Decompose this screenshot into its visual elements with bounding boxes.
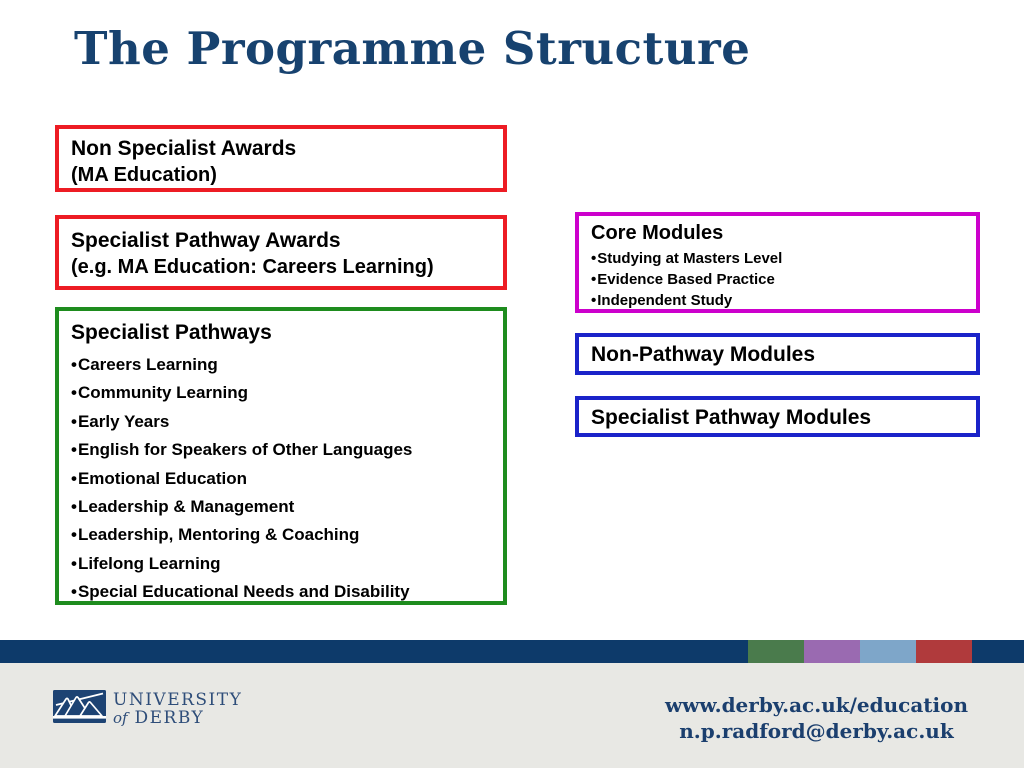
derby-mountains-icon	[53, 690, 106, 723]
pathway-list-item: • Leadership, Mentoring & Coaching	[71, 521, 491, 549]
logo-university-text: UNIVERSITY	[113, 690, 243, 710]
accent-square-blue	[860, 640, 916, 663]
footer-contact-block	[665, 692, 968, 744]
pathway-list-item: • English for Speakers of Other Languages	[71, 436, 491, 464]
specialist-pathways-heading: Specialist Pathways	[71, 321, 272, 344]
core-module-list-item: • Evidence Based Practice	[591, 269, 964, 290]
accent-square-green	[748, 640, 804, 663]
footer-email: n.p.radford@derby.ac.uk	[679, 719, 954, 743]
specialist-pathways-list	[71, 351, 491, 607]
university-of-derby-logo	[53, 690, 242, 727]
accent-square-red	[916, 640, 972, 663]
box-non-pathway-modules	[575, 333, 980, 375]
pathway-list-item: • Careers Learning	[71, 351, 491, 379]
core-module-list-item: • Studying at Masters Level	[591, 248, 964, 269]
footer-accent-bar	[0, 640, 1024, 663]
core-module-list-item: • Independent Study	[591, 290, 964, 311]
pathway-list-item: • Community Learning	[71, 379, 491, 407]
slide-title: The Programme Structure	[74, 22, 751, 75]
core-modules-list	[591, 248, 964, 311]
logo-derby-text: of DERBY	[113, 708, 205, 728]
footer-website: www.derby.ac.uk/education	[664, 693, 968, 717]
specialist-pathway-modules-heading: Specialist Pathway Modules	[591, 406, 872, 429]
box-specialist-pathways	[55, 307, 507, 605]
pathway-list-item: • Emotional Education	[71, 465, 491, 493]
pathway-list-item: • Lifelong Learning	[71, 550, 491, 578]
non-pathway-modules-heading: Non-Pathway Modules	[591, 343, 816, 366]
non-specialist-awards-heading: Non Specialist Awards	[71, 137, 297, 160]
specialist-pathway-awards-heading: Specialist Pathway Awards	[71, 229, 341, 252]
accent-square-purple	[804, 640, 860, 663]
pathway-list-item: • Early Years	[71, 408, 491, 436]
non-specialist-awards-subheading: (MA Education)	[71, 163, 217, 186]
core-modules-heading: Core Modules	[591, 222, 724, 244]
box-non-specialist-awards	[55, 125, 507, 192]
box-specialist-pathway-awards	[55, 215, 507, 290]
university-of-derby-wordmark	[113, 691, 242, 727]
box-specialist-pathway-modules	[575, 396, 980, 437]
pathway-list-item: • Leadership & Management	[71, 493, 491, 521]
specialist-pathway-awards-subheading: (e.g. MA Education: Careers Learning)	[71, 255, 434, 278]
pathway-list-item: • Special Educational Needs and Disability	[71, 578, 491, 606]
box-core-modules	[575, 212, 980, 313]
